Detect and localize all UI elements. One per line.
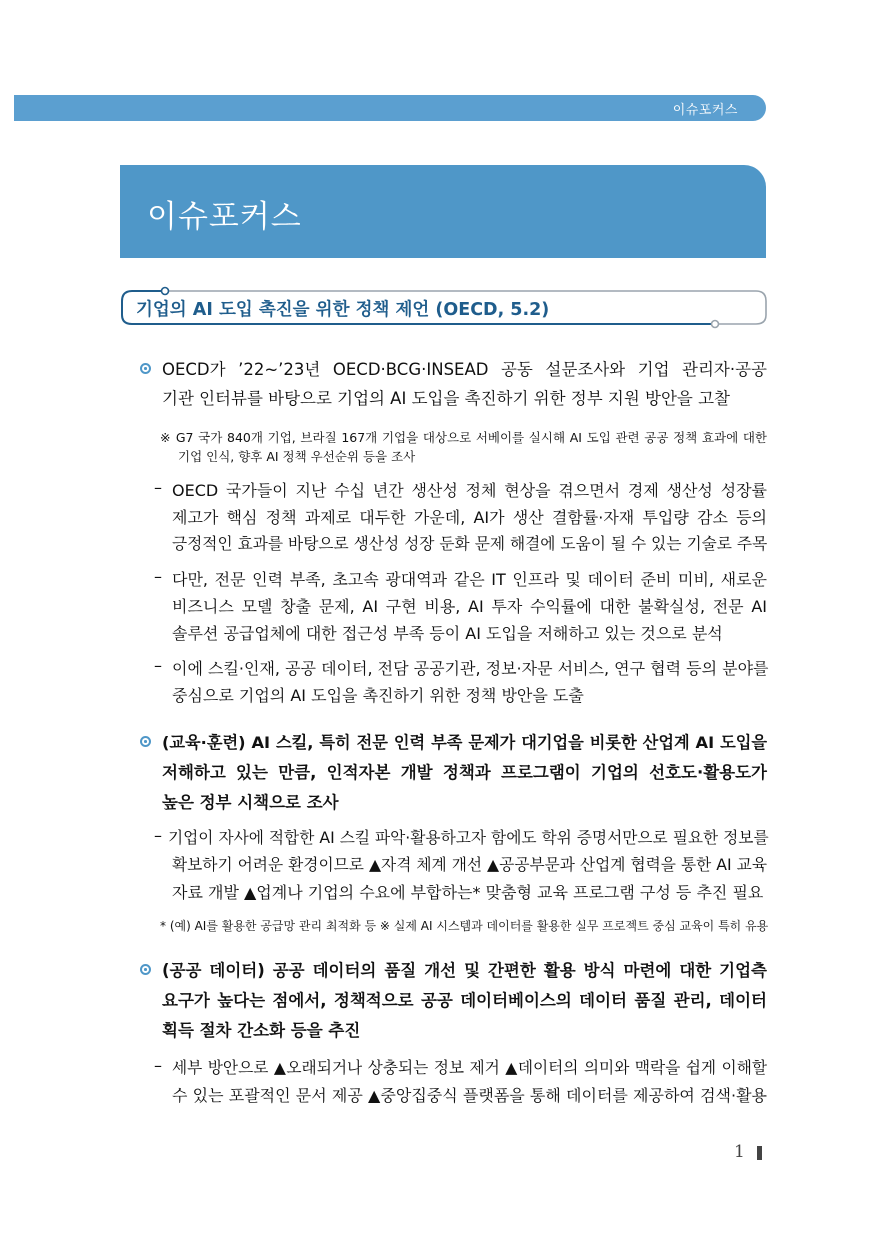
header-label: 이슈포커스 (672, 103, 738, 118)
item-1-2-line-1: 다만, 전문 인력 부족, 초고속 광대역과 같은 IT 인프라 및 데이터 준비 미비, 새로운 (172, 570, 767, 589)
bullet-circle-icon (140, 736, 151, 747)
item-1-3-line-2: 중심으로 기업의 AI 도입을 촉진하기 위한 정책 방안을 도출 (172, 686, 584, 705)
section-1-note-1: ※ G7 국가 840개 기업, 브라질 167개 기업을 대상으로 서베이를 실시해 AI 도입 관련 공공 정책 효과에 대한 (160, 430, 767, 445)
dash-marker: – (154, 656, 162, 675)
dash-marker: – (154, 478, 162, 497)
section-1-note-2: 기업 인식, 향후 AI 정책 우선순위 등을 조사 (178, 449, 416, 464)
subtitle-text: 기업의 AI 도입 촉진을 위한 정책 제언 (OECD, 5.2) (136, 300, 550, 320)
section-2-line-1: (교육·훈련) AI 스킬, 특히 전문 인력 부족 문제가 대기업을 비롯한 산업계 AI 도입을 (162, 733, 767, 752)
page-marker-bar (757, 1146, 762, 1160)
item-2-1-line-2: 확보하기 어려운 환경이므로 ▲자격 체계 개선 ▲공공부문과 산업계 협력을 통한 AI 교육 (172, 855, 767, 874)
page-title: 이슈포커스 (147, 199, 302, 235)
bullet-circle-icon (140, 363, 151, 374)
section-2-line-3: 높은 정부 시책으로 조사 (162, 793, 339, 812)
item-1-3-line-1: 이에 스킬·인재, 공공 데이터, 전담 공공기관, 정보·자문 서비스, 연구 협력 등의 분야를 (172, 659, 769, 678)
footnote: * (예) AI를 활용한 공급망 관리 최적화 등 ※ 실제 AI 시스템과 데이터를 활용한 실무 프로젝트 중심 교육이 특히 유용 (160, 919, 769, 933)
header-band (14, 95, 766, 121)
item-2-1-line-3: 자료 개발 ▲업계나 기업의 수요에 부합하는* 맞춤형 교육 프로그램 구성 등 추진 필요 (172, 883, 764, 902)
section-1-line-1: OECD가 ’22~’23년 OECD·BCG·INSEAD 공동 설문조사와 기업 관리자·공공 (162, 360, 767, 379)
dash-marker: – (154, 826, 162, 845)
section-3-line-1: (공공 데이터) 공공 데이터의 품질 개선 및 간편한 활용 방식 마련에 대한 기업측 (162, 961, 767, 980)
dash-marker: – (154, 1056, 162, 1075)
bullet-circle-icon (140, 964, 151, 975)
section-3-line-2: 요구가 높다는 점에서, 정책적으로 공공 데이터베이스의 데이터 품질 관리, 데이터 (162, 991, 767, 1010)
item-1-1-line-2: 제고가 핵심 정책 과제로 대두한 가운데, AI가 생산 결함률·자재 투입량 감소 등의 (172, 508, 767, 527)
title-block (120, 165, 766, 258)
item-2-1-line-1: 기업이 자사에 적합한 AI 스킬 파악·활용하고자 함에도 학위 증명서만으로 필요한 정보를 (168, 828, 769, 847)
item-3-1-line-1: 세부 방안으로 ▲오래되거나 상충되는 정보 제거 ▲데이터의 의미와 맥락을 쉽게 이해할 (172, 1058, 767, 1077)
item-1-2-line-2: 비즈니스 모델 창출 문제, AI 구현 비용, AI 투자 수익률에 대한 불확실성, 전문 AI (172, 597, 767, 616)
item-3-1-line-2: 수 있는 포괄적인 문서 제공 ▲중앙집중식 플랫폼을 통해 데이터를 제공하여 검색·활용 (172, 1086, 767, 1105)
page-number: 1 (734, 1142, 745, 1162)
section-1-line-2: 기관 인터뷰를 바탕으로 기업의 AI 도입을 촉진하기 위한 정부 지원 방안을 고찰 (162, 389, 730, 408)
section-3-line-3: 획득 절차 간소화 등을 추진 (162, 1021, 361, 1040)
item-1-1-line-3: 긍정적인 효과를 바탕으로 생산성 성장 둔화 문제 해결에 도움이 될 수 있는 기술로 주목 (172, 534, 768, 553)
item-1-2-line-3: 솔루션 공급업체에 대한 접근성 부족 등이 AI 도입을 저해하고 있는 것으로 분석 (172, 624, 723, 643)
section-2-line-2: 저해하고 있는 만큼, 인적자본 개발 정책과 프로그램이 기업의 선호도·활용도가 (162, 763, 767, 782)
subtitle-box (120, 286, 768, 330)
dash-marker: – (154, 567, 162, 586)
item-1-1-line-1: OECD 국가들이 지난 수십 년간 생산성 정체 현상을 겪으면서 경제 생산성 성장률 (172, 481, 767, 500)
